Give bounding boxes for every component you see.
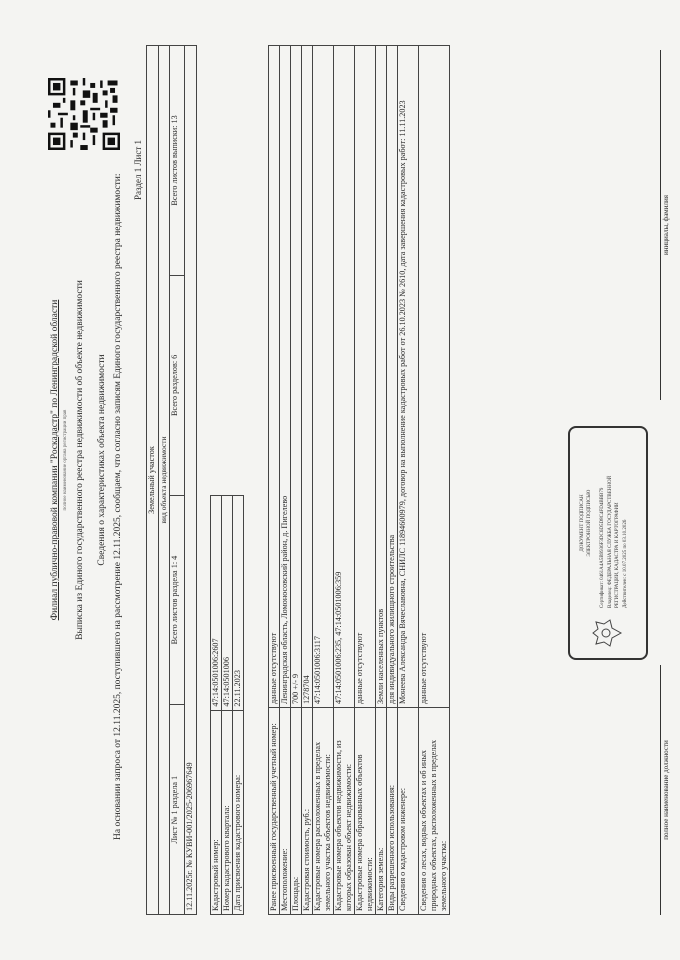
- row-label: Местоположение:: [280, 708, 291, 915]
- table-row: [376, 46, 387, 915]
- row-label: Кадастровые номера расположенных в пределах земельного участка объектов недвижимости:: [313, 708, 334, 915]
- sections-total: Всего разделов: 6: [170, 275, 185, 495]
- stamp-line: Действителен: с 10.07.2025 по 03.10.2026: [623, 519, 628, 608]
- row-value: данные отсутствуют: [269, 46, 280, 708]
- document-title: Выписка из Единого государственного реестра недвижимости об объекте недвижимости: [75, 280, 85, 640]
- row-value: 47:14:0501006: [222, 496, 233, 711]
- row-value: 47:14:0501006:2607: [211, 496, 222, 711]
- row-label: Категория земель:: [376, 708, 387, 915]
- row-label: Сведения о кадастровом инженере:: [398, 708, 419, 915]
- row-label: Ранее присвоенный государственный учетный номер:: [269, 708, 280, 915]
- request-basis: На основании запроса от 12.11.2025, поступившего на рассмотрение 12.11.2025, сообщаем, что согласно записям Единого государственного реестра недвижимости:: [113, 173, 123, 840]
- name-caption: инициалы, фамилия: [662, 195, 670, 255]
- row-value: Ленинградская область, Ломоносовский район, д. Пигелево: [280, 46, 291, 708]
- extract-sheets-total: Всего листов выписки: 13: [170, 46, 185, 276]
- row-label: Номер кадастрового квартала:: [222, 710, 233, 914]
- document-number: 12.11.2025г. № КУВИ-001/2025-206967649: [185, 46, 197, 915]
- table-row: [313, 46, 334, 915]
- row-value: данные отсутствуют: [355, 46, 376, 708]
- section-label: Раздел 1 Лист 1: [133, 139, 143, 200]
- table-row: [355, 46, 376, 915]
- row-label: Площадь:: [291, 708, 302, 915]
- table-row: [211, 496, 222, 915]
- e-signature-stamp: [568, 426, 648, 660]
- table-row: [291, 46, 302, 915]
- row-value: 700 +/- 9: [291, 46, 302, 708]
- table-row: [398, 46, 419, 915]
- row-value: 47:14:0501006:3117: [313, 46, 334, 708]
- row-value: 1278704: [302, 46, 313, 708]
- sheet-number: Лист № 1 раздела 1: [170, 705, 185, 915]
- coat-of-arms-icon: [590, 618, 624, 648]
- document-subtitle: Сведения о характеристиках объекта недвижимости: [97, 354, 107, 566]
- row-value: 47:14:0501006:235, 47:14:0501006:359: [334, 46, 355, 708]
- stamp-line: ДОКУМЕНТ ПОДПИСАН: [580, 494, 585, 552]
- table-row: [233, 496, 244, 915]
- row-label: Кадастровый номер:: [211, 710, 222, 914]
- object-type-caption: вид объекта недвижимости: [159, 46, 170, 915]
- table-row: [419, 46, 450, 915]
- row-value: Земли населенных пунктов: [376, 46, 387, 708]
- table-row: [302, 46, 313, 915]
- org-name: Филиал публично-правовой компании "Роскадастр" по Ленинградской области: [50, 299, 60, 621]
- row-value: 22.11.2023: [233, 496, 244, 711]
- org-caption: полное наименование органа регистрации прав: [63, 409, 68, 511]
- table-row: [269, 46, 280, 915]
- row-label: Кадастровые номера объектов недвижимости, из которых образован объект недвижимости:: [334, 708, 355, 915]
- stamp-line: РЕГИСТРАЦИИ, КАДАСТРА И КАРТОГРАФИИ: [615, 502, 620, 608]
- row-label: Кадастровая стоимость, руб.:: [302, 708, 313, 915]
- stamp-line: ЭЛЕКТРОННОЙ ПОДПИСЬЮ: [587, 489, 592, 557]
- object-type: Земельный участок: [147, 46, 159, 915]
- row-label: Дата присвоения кадастрового номера:: [233, 710, 244, 914]
- object-header-table: [146, 45, 197, 915]
- stamp-line: Владелец: ФЕДЕРАЛЬНАЯ СЛУЖБА ГОСУДАРСТВЕННОЙ: [608, 475, 613, 608]
- row-label: Кадастровые номера образованных объектов недвижимости:: [355, 708, 376, 915]
- table-row: [222, 496, 233, 915]
- row-label: Виды разрешенного использования:: [387, 708, 398, 915]
- section-sheets-total: Всего листов раздела 1: 4: [170, 495, 185, 705]
- stamp-line: Сертификат: 0461A4A5B9936F3DC6D5D8C4FD4BBB79: [600, 487, 605, 608]
- table-row: [280, 46, 291, 915]
- main-info-table: [210, 495, 244, 915]
- table-row: [387, 46, 398, 915]
- row-label: Сведения о лесах, водных объектах и об иных природных объектах, расположенных в пределах земельного участка:: [419, 708, 450, 915]
- table-row: [334, 46, 355, 915]
- position-caption: полное наименование должности: [662, 740, 670, 840]
- row-value: для индивидуального жилищного строительства: [387, 46, 398, 708]
- details-table: [268, 45, 450, 915]
- name-line: [660, 50, 661, 400]
- row-value: Монеева Александра Вячеславовна, СНИЛС 11894600979, договор на выполнение кадастровых работ от 26.10.2023 № 2610, дата завершения кадастровых работ: 11.11.2023: [398, 46, 419, 708]
- row-value: данные отсутствуют: [419, 46, 450, 708]
- position-line: [660, 665, 661, 915]
- qr-code: [48, 78, 120, 150]
